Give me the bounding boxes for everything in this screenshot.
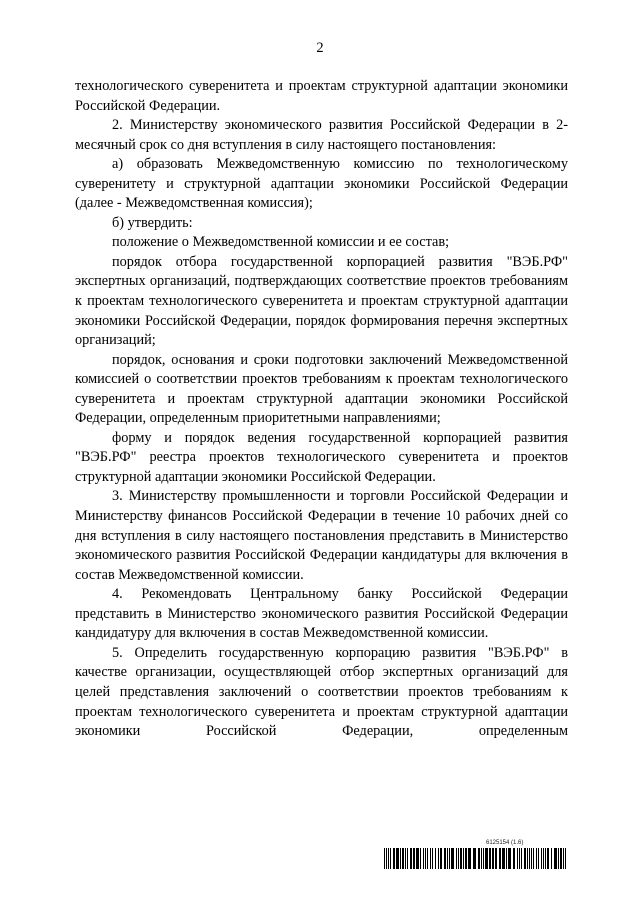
paragraph: 5. Определить государственную корпорацию развития "ВЭБ.РФ" в качестве организации, осуществляющей отбор экспертных организаций для целей представления заключений о соответствии проектов требованиям к проектам технологического суверенитета и проектам структурной адаптации экономики Российской Федерации, определенным bbox=[75, 644, 568, 740]
paragraph: 4. Рекомендовать Центральному банку Российской Федерации представить в Министерство экономического развития Российской Федерации кандидатуру для включения в состав Межведомственной комиссии. bbox=[75, 586, 568, 642]
paragraph: порядок отбора государственной корпорацией развития "ВЭБ.РФ" экспертных организаций, подтверждающих соответствие проектов требованиям к проектам технологического суверенитета и проектам структурной адаптации экономики Российской Федерации, порядок формирования перечня экспертных организаций; bbox=[75, 253, 568, 349]
paragraph: 3. Министерству промышленности и торговли Российской Федерации и Министерству финансов Российской Федерации в течение 10 рабочих дней со дня вступления в силу настоящего постановления представить в Министерство экономического развития Российской Федерации кандидатуры для включения в состав Межведомственной комиссии. bbox=[75, 488, 568, 583]
paragraph: форму и порядок ведения государственной корпорацией развития "ВЭБ.РФ" реестра проектов технологического суверенитета и проектов структурной адаптации экономики Российской Федерации. bbox=[75, 429, 568, 485]
paragraph: б) утвердить: bbox=[112, 214, 193, 231]
paragraph: 2. Министерству экономического развития Российской Федерации в 2-месячный срок со дня вступления в силу настоящего постановления: bbox=[75, 117, 568, 153]
paragraph: а) образовать Межведомственную комиссию по технологическому суверенитету и структурной адаптации экономики Российской Федерации (далее - Межведомственная комиссия); bbox=[75, 156, 568, 212]
paragraph: технологического суверенитета и проектам структурной адаптации экономики Российской Федерации. bbox=[75, 78, 568, 114]
barcode-icon bbox=[384, 848, 567, 869]
page-number: 2 bbox=[316, 40, 324, 56]
document-body bbox=[75, 77, 568, 742]
document-code: 6125154 (1.6) bbox=[486, 840, 524, 846]
paragraph: порядок, основания и сроки подготовки заключений Межведомственной комиссией о соответствии проектов требованиям к проектам технологического суверенитета и проектам структурной адаптации экономики Российской Федерации, определенным приоритетными направлениями; bbox=[75, 351, 568, 427]
paragraph: положение о Межведомственной комиссии и ее состав; bbox=[112, 234, 450, 251]
